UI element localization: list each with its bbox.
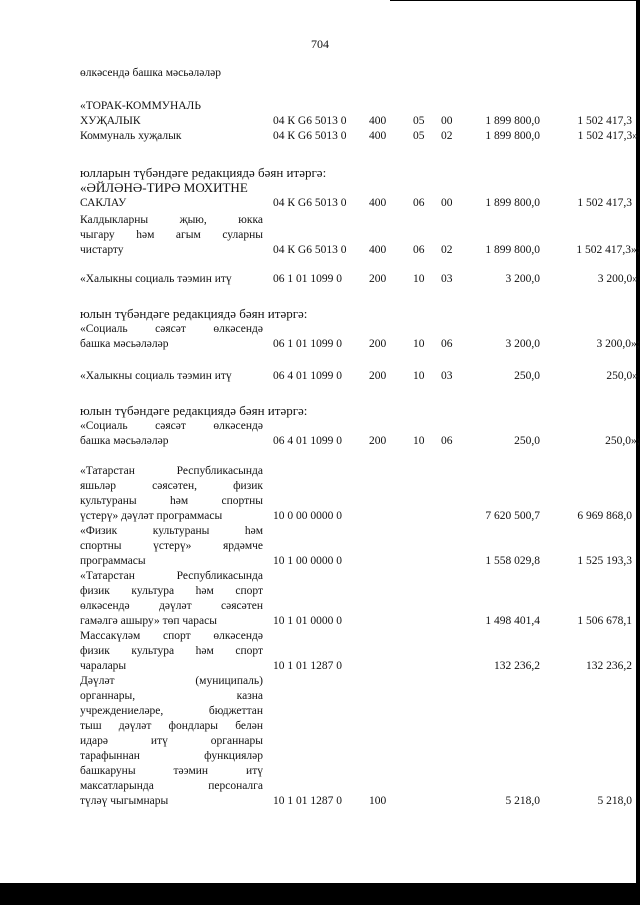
row-7-vr: 200	[369, 370, 387, 382]
row-1-pr: 00	[441, 115, 453, 127]
row-10-code: 10 1 00 0000 0	[273, 555, 342, 567]
row-4-line-1: чыгару һәм агым суларны	[80, 229, 263, 241]
row-2-sum1: 1 899 800,0	[485, 130, 540, 142]
row-3-code: 04 К G6 5013 0	[273, 197, 347, 209]
row-3-line-2: САКЛАУ	[80, 197, 127, 209]
row-10-line-0: «Физик культураны һәм	[80, 525, 263, 537]
row-4-rz: 06	[413, 244, 425, 256]
row-9-line-0: «Татарстан Республикасында	[80, 465, 263, 477]
row-3-rz: 06	[413, 197, 425, 209]
row-8-line-1: «Социаль сәясәт өлкәсендә	[80, 420, 263, 432]
row-13-line-3: тыш дәүләт фондлары белән	[80, 720, 263, 732]
scan-top-border	[390, 0, 640, 1]
row-11-sum1: 1 498 401,4	[485, 615, 540, 627]
row-10-line-1: спортны үстерү» ярдәмче	[80, 540, 263, 552]
row-12-line-0: Массакүләм спорт өлкәсендә	[80, 630, 263, 642]
row-6-code: 06 1 01 1099 0	[273, 338, 342, 350]
row-9-sum2: 6 969 868,0	[577, 510, 632, 522]
row-1-sum1: 1 899 800,0	[485, 115, 540, 127]
row-2-rz: 05	[413, 130, 425, 142]
row-8-line-0: юлын түбәндәге редакциядә бәян итәргә:	[80, 403, 308, 418]
row-12-sum1: 132 236,2	[494, 660, 540, 672]
row-3-pr: 00	[441, 197, 453, 209]
row-11-line-2: өлкәсендә дәүләт сәясәтен	[80, 600, 263, 612]
row-2-sum2: 1 502 417,3»	[577, 130, 638, 142]
row-5-vr: 200	[369, 273, 387, 285]
row-8-sum2: 250,0»;	[605, 435, 640, 447]
row-12-code: 10 1 01 1287 0	[273, 660, 342, 672]
row-13-sum1: 5 218,0	[505, 795, 540, 807]
row-12-line-1: физик культура һәм спорт	[80, 645, 263, 657]
row-5-rz: 10	[413, 273, 425, 285]
row-4-sum2: 1 502 417,3»;	[576, 244, 640, 256]
row-2-vr: 400	[369, 130, 387, 142]
row-5-sum1: 3 200,0	[505, 273, 540, 285]
row-9-line-3: үстерү» дәүләт программасы	[80, 510, 223, 522]
row-11-sum2: 1 506 678,1	[577, 615, 632, 627]
row-8-code: 06 4 01 1099 0	[273, 435, 342, 447]
row-13-line-4: идарә итү органнары	[80, 735, 263, 747]
row-13-line-6: башкаруны тәэмин итү	[80, 765, 263, 777]
row-3-sum2: 1 502 417,3	[577, 197, 632, 209]
row-8-sum1: 250,0	[514, 435, 540, 447]
row-13-line-7: максатларында персоналга	[80, 780, 263, 792]
row-4-line-2: чистарту	[80, 244, 124, 256]
row-3-vr: 400	[369, 197, 387, 209]
row-8-vr: 200	[369, 435, 387, 447]
row-9-line-2: культураны һәм спортны	[80, 495, 263, 507]
row-13-line-8: түләү чыгымнары	[80, 795, 169, 807]
row-11-line-0: «Татарстан Республикасында	[80, 570, 263, 582]
row-10-line-2: программасы	[80, 555, 146, 567]
row-13-line-2: учреждениеләре, бюджеттан	[80, 705, 263, 717]
row-13-vr: 100	[369, 795, 387, 807]
row-11-code: 10 1 01 0000 0	[273, 615, 342, 627]
row-4-code: 04 К G6 5013 0	[273, 244, 347, 256]
row-13-code: 10 1 01 1287 0	[273, 795, 342, 807]
row-11-line-3: гамәлгә ашыру» төп чарасы	[80, 615, 217, 627]
row-3-line-1: «ӘЙЛӘНӘ-ТИРӘ МОХИТНЕ	[80, 180, 248, 195]
row-12-line-2: чаралары	[80, 660, 127, 672]
scan-bottom-border	[0, 883, 640, 905]
row-5-pr: 03	[441, 273, 453, 285]
row-6-pr: 06	[441, 338, 453, 350]
row-1-sum2: 1 502 417,3	[577, 115, 632, 127]
page-number: 704	[311, 37, 329, 51]
row-7-sum1: 250,0	[514, 370, 540, 382]
row-13-line-1: органнары, казна	[80, 690, 263, 702]
row-6-line-1: «Социаль сәясәт өлкәсендә	[80, 323, 263, 335]
row-6-rz: 10	[413, 338, 425, 350]
row-1-line-1: ХУҖАЛЫК	[80, 115, 141, 127]
row-6-sum2: 3 200,0»;	[596, 338, 640, 350]
row-3-sum1: 1 899 800,0	[485, 197, 540, 209]
row-13-line-5: тарафыннан функцияләр	[80, 750, 263, 762]
row-1-code: 04 К G6 5013 0	[273, 115, 347, 127]
row-13-sum2: 5 218,0	[597, 795, 632, 807]
row-8-pr: 06	[441, 435, 453, 447]
row-7-sum2: 250,0»	[606, 370, 638, 382]
row-8-rz: 10	[413, 435, 425, 447]
row-7-pr: 03	[441, 370, 453, 382]
row-4-pr: 02	[441, 244, 453, 256]
row-10-sum2: 1 525 193,3	[577, 555, 632, 567]
row-2-line-0: Коммуналь хуҗалык	[80, 130, 182, 142]
row-2-pr: 02	[441, 130, 453, 142]
row-10-sum1: 1 558 029,8	[485, 555, 540, 567]
row-6-line-0: юлын түбәндәге редакциядә бәян итәргә:	[80, 306, 308, 321]
row-12-sum2: 132 236,2	[586, 660, 632, 672]
row-5-line-0: «Халыкны социаль тәэмин итү	[80, 273, 232, 285]
row-4-vr: 400	[369, 244, 387, 256]
row-6-sum1: 3 200,0	[505, 338, 540, 350]
row-5-sum2: 3 200,0»	[597, 273, 638, 285]
row-7-rz: 10	[413, 370, 425, 382]
row-4-sum1: 1 899 800,0	[485, 244, 540, 256]
row-0-line-0: өлкәсендә башка мәсьәләләр	[80, 67, 221, 79]
row-9-sum1: 7 620 500,7	[485, 510, 540, 522]
row-11-line-1: физик культура һәм спорт	[80, 585, 263, 597]
row-9-line-1: яшьләр сәясәтен, физик	[80, 480, 263, 492]
row-7-code: 06 4 01 1099 0	[273, 370, 342, 382]
row-5-code: 06 1 01 1099 0	[273, 273, 342, 285]
row-1-vr: 400	[369, 115, 387, 127]
row-3-line-0: юлларын түбәндәге редакциядә бәян итәргә:	[80, 165, 327, 180]
row-1-rz: 05	[413, 115, 425, 127]
row-6-vr: 200	[369, 338, 387, 350]
row-7-line-0: «Халыкны социаль тәэмин итү	[80, 370, 232, 382]
row-13-line-0: Дәүләт (муниципаль)	[80, 675, 263, 687]
row-4-line-0: Калдыкларны җыю, юкка	[80, 214, 263, 226]
row-2-code: 04 К G6 5013 0	[273, 130, 347, 142]
row-6-line-2: башка мәсьәләләр	[80, 338, 169, 350]
row-8-line-2: башка мәсьәләләр	[80, 435, 169, 447]
row-9-code: 10 0 00 0000 0	[273, 510, 342, 522]
row-1-line-0: «ТОРАК-КОММУНАЛЬ	[80, 100, 201, 112]
